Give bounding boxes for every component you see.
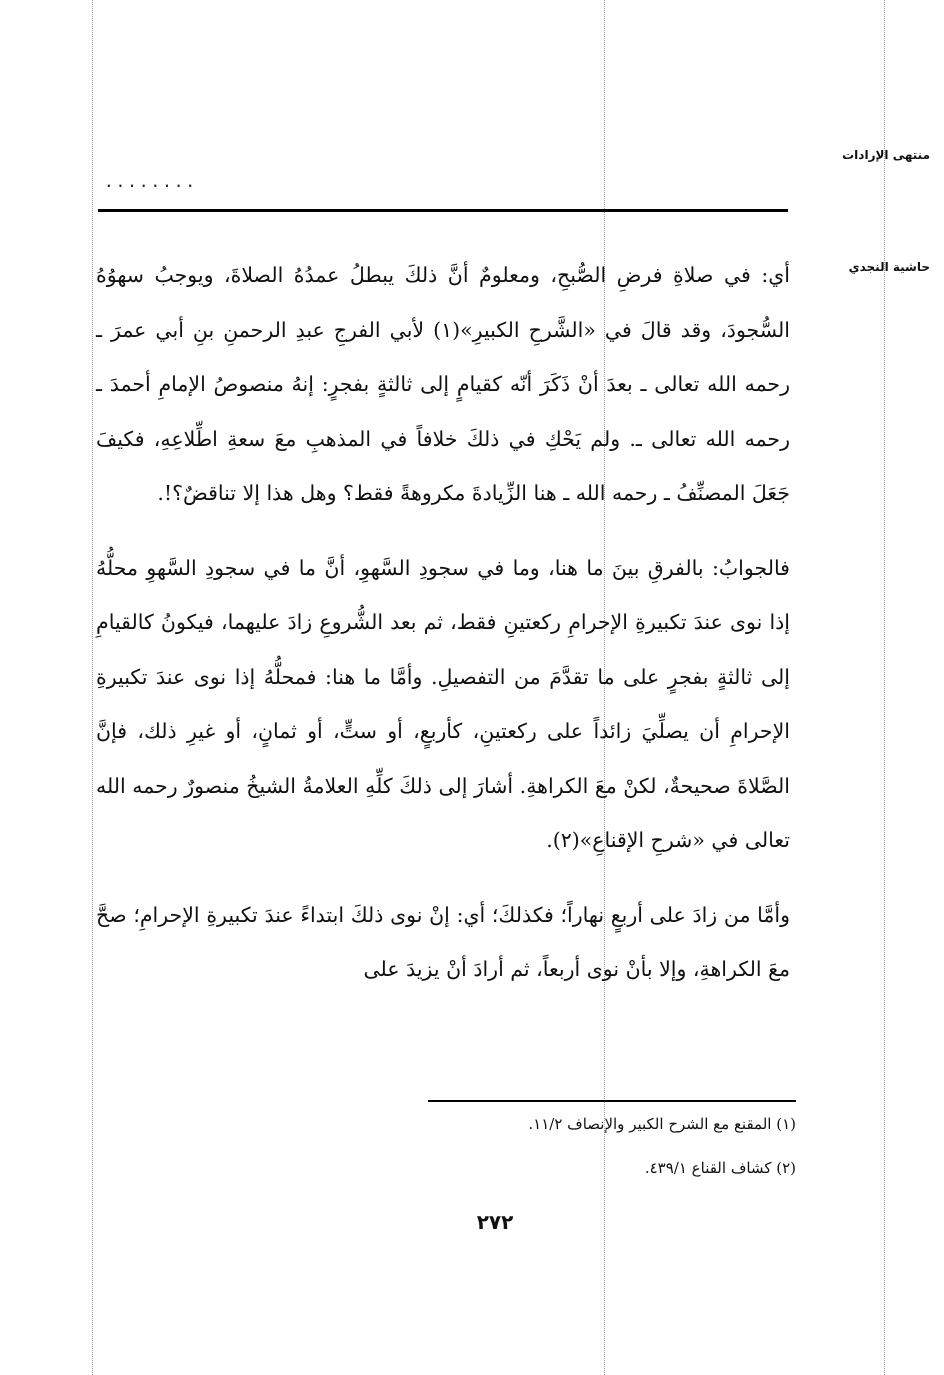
header-dots: ........ [104,172,198,191]
scan-guide-line [884,0,885,1375]
footnotes [420,1110,796,1198]
paragraph-1: أي: في صلاةِ فرضِ الصُّبحِ، ومعلومٌ أنَّ ذلكَ يبطلُ عمدُهُ الصلاةَ، ويوجبُ سهوُهُ السُّجودَ، وقد قالَ في «الشَّرحِ الكبيرِ»(١) لأبي الفرجِ عبدِ الرحمنِ بنِ أبي عمرَ ـ رحمه الله تعالى ـ بعدَ أنْ ذَكَرَ أنّه كقيامٍ إلى ثالثةٍ بفجرٍ: إنهُ منصوصُ الإمامِ أحمدَ ـ رحمه الله تعالى ـ. ولم يَحْكِ في ذلكَ خلافاً في المذهبِ معَ سعةِ اطِّلاعِهِ، فكيفَ جَعَلَ المصنِّفُ ـ رحمه الله ـ هنا الزِّيادةَ مكروهةً فقط؟ وهل هذا إلا تناقضٌ؟!. [96,263,790,505]
margin-gloss-label: حاشية النجدي [848,260,930,274]
page-number: ٢٧٢ [476,1210,514,1234]
paragraph-3: وأمَّا من زادَ على أربعٍ نهاراً؛ فكذلكَ؛ أي: إنْ نوى ذلكَ ابتداءً عندَ تكبيرةِ الإحرامِ؛ صحَّ معَ الكراهةِ، وإلا بأنْ نوى أربعاً، ثم أرادَ أنْ يزيدَ على [96,902,790,981]
scan-guide-line [92,0,93,1375]
header-rule [98,209,788,212]
running-header-book-title: منتهى الإرادات [842,148,930,162]
footnote-separator [428,1100,796,1102]
footnote-2: (٢) كشاف القناع ٤٣٩/١. [644,1159,796,1177]
footnote-1: (١) المقنع مع الشرح الكبير والإنصاف ١١/٢. [528,1115,796,1133]
paragraph-2: فالجوابُ: بالفرقِ بينَ ما هنا، وما في سجودِ السَّهوِ، أنَّ ما في سجودِ السَّهوِ محلُّهُ إذا نوى عندَ تكبيرةِ الإحرامِ ركعتينِ فقط، ثم بعد الشُّروعِ زادَ عليهما، فيكونُ كالقيامِ إلى ثالثةٍ بفجرٍ على ما تقدَّمَ من التفصيلِ. وأمَّا ما هنا: فمحلُّهُ إذا نوى عندَ تكبيرةِ الإحرامِ أن يصلِّيَ زائداً على ركعتينِ، كأربعٍ، أو ستٍّ، أو ثمانٍ، أو غيرِ ذلك، فإنَّ الصَّلاةَ صحيحةٌ، لكنْ معَ الكراهةِ. أشارَ إلى ذلكَ كلِّهِ العلامةُ الشيخُ منصورٌ رحمه الله تعالى في «شرحِ الإقناعِ»(٢). [96,555,790,852]
main-text [96,248,790,997]
